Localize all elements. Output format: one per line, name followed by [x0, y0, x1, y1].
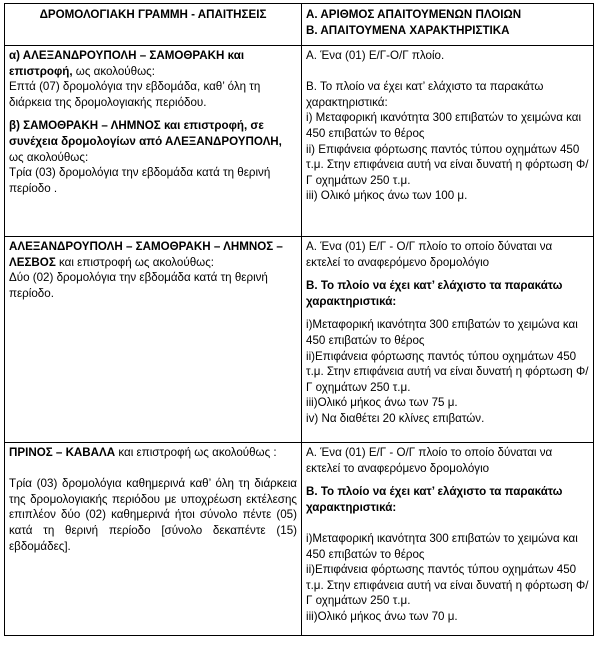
- route-description: Τρία (03) δρομολόγια καθημερινά καθ’ όλη τη διάρκεια της δρομολογιακής περιόδου με υποχρέωση εκτέλεσης επιπλέον δύο (02) καθημερινά ήτοι σύνολο πέντε (05) κατά τη θερινή περίοδο [σύνολο δεκαπέντε (15) εβδομάδες].: [9, 477, 297, 553]
- table-row: [5, 443, 594, 636]
- ship-count: Α. Ένα (01) Ε/Γ - Ο/Γ πλοίο το οποίο δύναται να εκτελεί το αναφερόμενο δρομολόγιο: [306, 446, 553, 475]
- route-title-suffix: και επιστροφή ως ακολούθως :: [115, 446, 277, 459]
- requirements-cell: [302, 443, 594, 636]
- table-row: [5, 46, 594, 237]
- route-cell: [5, 46, 302, 237]
- loading-area-item: ii)Επιφάνεια φόρτωσης παντός τύπου οχημάτων 450 τ.μ. Στην επιφάνεια αυτή να είναι δυνατή η φόρτωση Φ/Γ οχημάτων 250 τ.μ.: [306, 349, 589, 394]
- capacity-item: i) Μεταφορική ικανότητα 300 επιβατών το χειμώνα και 450 επιβατών το θέρος: [306, 111, 582, 140]
- route-title: ΑΛΕΞΑΝΔΡΟΥΠΟΛΗ – ΣΑΜΟΘΡΑΚΗ – ΛΗΜΝΟΣ – ΛΕΣΒΟΣ: [9, 240, 283, 269]
- route-title-suffix: και επιστροφή ως ακολούθως:: [55, 255, 215, 269]
- length-item: iii) Ολικό μήκος άνω των 100 μ.: [306, 189, 468, 203]
- route-cell: [5, 443, 302, 636]
- characteristics-intro: Β. Το πλοίο να έχει κατ’ ελάχιστο τα παρακάτω χαρακτηριστικά:: [306, 485, 563, 514]
- header-ships-characteristics: [302, 4, 594, 46]
- characteristics-intro: Β. Το πλοίο να έχει κατ’ ελάχιστο τα παρακάτω χαρακτηριστικά:: [306, 279, 563, 308]
- characteristics-intro: Β. Το πλοίο να έχει κατ’ ελάχιστο τα παρακάτω χαρακτηριστικά:: [306, 80, 544, 109]
- length-item: iii)Ολικό μήκος άνω των 75 μ.: [306, 396, 458, 410]
- requirements-cell: [302, 237, 594, 443]
- ship-count: Α. Ένα (01) Ε/Γ-Ο/Γ πλοίο.: [306, 49, 445, 62]
- length-item: iii)Ολικό μήκος άνω των 70 μ.: [306, 609, 458, 623]
- route-title: α) ΑΛΕΞΑΝΔΡΟΥΠΟΛΗ – ΣΑΜΟΘΡΑΚΗ και επιστροφή,: [9, 49, 245, 78]
- route-description: Τρία (03) δρομολόγια την εβδομάδα κατά τη θερινή περίοδο .: [9, 166, 271, 195]
- header-col2-line2: Β. ΑΠΑΙΤΟΥΜΕΝΑ ΧΑΡΑΚΤΗΡΙΣΤΙΚΑ: [306, 23, 510, 37]
- route-description: Επτά (07) δρομολόγια την εβδομάδα, καθ’ όλη τη διάρκεια της δρομολογιακής περιόδου.: [9, 80, 261, 109]
- header-col2-line1: Α. ΑΡΙΘΜΟΣ ΑΠΑΙΤΟΥΜΕΝΩΝ ΠΛΟΙΩΝ: [306, 8, 522, 21]
- header-col1-text: ΔΡΟΜΟΛΟΓΙΑΚΗ ΓΡΑΜΜΗ - ΑΠΑΙΤΗΣΕΙΣ: [39, 8, 267, 21]
- route-title-suffix: ως ακολούθως:: [9, 150, 89, 164]
- header-row: [5, 4, 594, 46]
- loading-area-item: ii) Επιφάνεια φόρτωσης παντός τύπου οχημάτων 450 τ.μ. Στην επιφάνεια αυτή να είναι δυνατή η φόρτωση Φ/Γ οχημάτων 250 τ.μ.: [306, 142, 589, 187]
- requirements-cell: [302, 46, 594, 237]
- route-title-suffix: ως ακολούθως:: [72, 64, 155, 78]
- capacity-item: i)Μεταφορική ικανότητα 300 επιβατών το χειμώνα και 450 επιβατών το θέρος: [306, 531, 578, 561]
- table-row: [5, 237, 594, 443]
- berths-item: iv) Να διαθέτει 20 κλίνες επιβατών.: [306, 411, 485, 425]
- header-route-requirements: [5, 4, 302, 46]
- route-title: ΠΡΙΝΟΣ – ΚΑΒΑΛΑ: [9, 446, 116, 459]
- capacity-item: i)Μεταφορική ικανότητα 300 επιβατών το χειμώνα και 450 επιβατών το θέρος: [306, 318, 578, 347]
- route-description: Δύο (02) δρομολόγια την εβδομάδα κατά τη θερινή περίοδο.: [9, 271, 268, 300]
- requirements-table: [4, 3, 594, 636]
- ship-count: Α. Ένα (01) Ε/Γ - Ο/Γ πλοίο το οποίο δύναται να εκτελεί το αναφερόμενο δρομολόγιο: [306, 240, 553, 269]
- route-title: β) ΣΑΜΟΘΡΑΚΗ – ΛΗΜΝΟΣ και επιστροφή, σε συνέχεια δρομολογίων από ΑΛΕΞΑΝΔΡΟΥΠΟΛΗ,: [9, 119, 282, 148]
- route-cell: [5, 237, 302, 443]
- loading-area-item: ii)Επιφάνεια φόρτωσης παντός τύπου οχημάτων 450 τ.μ. Στην επιφάνεια αυτή να είναι δυνατή η φόρτωση Φ/Γ οχημάτων 250 τ.μ.: [306, 563, 589, 608]
